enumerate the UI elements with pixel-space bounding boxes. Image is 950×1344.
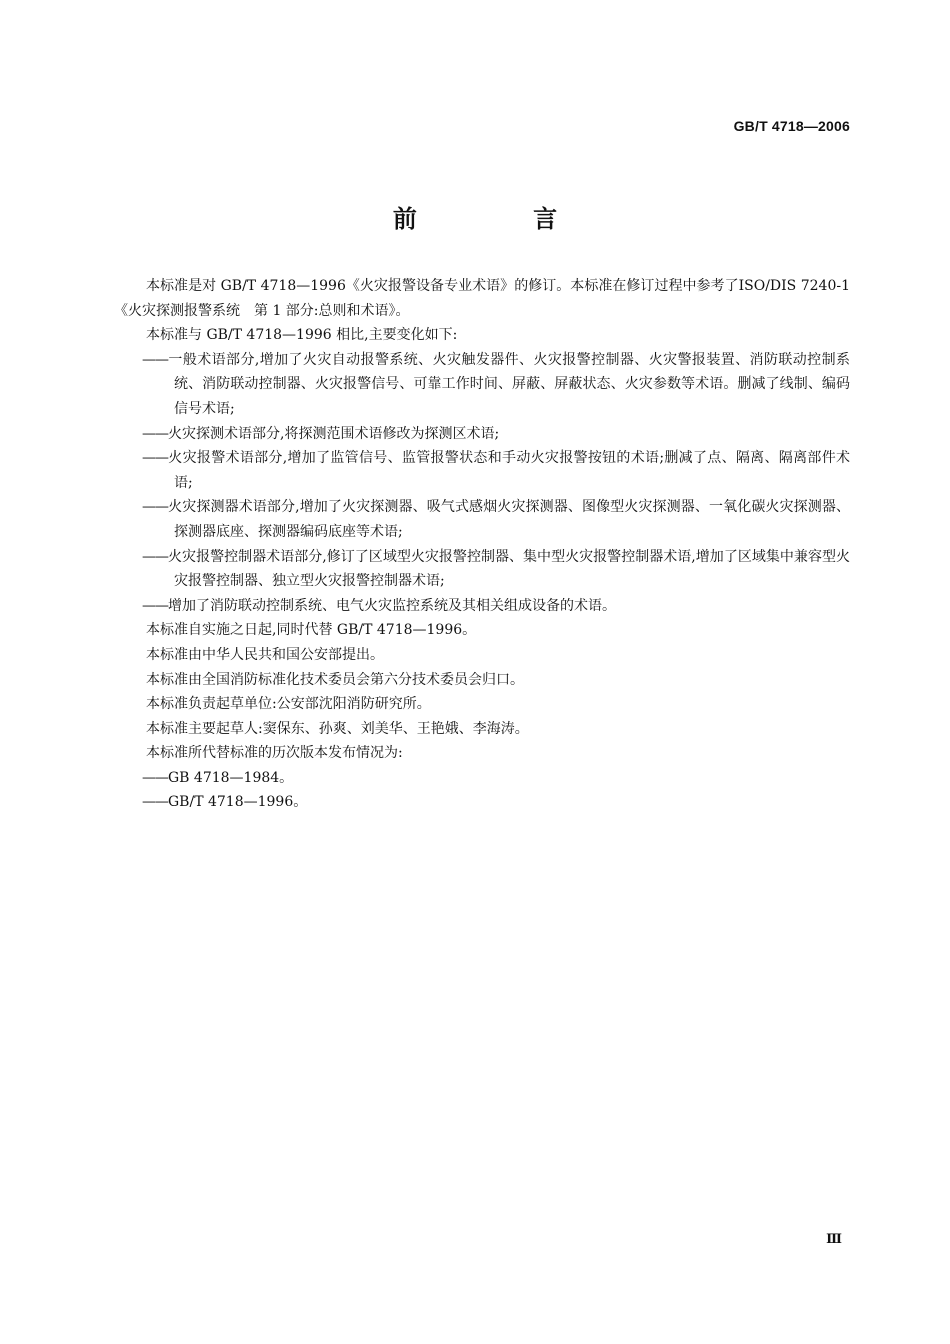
- history-item-text: GB/T 4718—1996。: [168, 794, 308, 811]
- dash-mark: ——: [142, 794, 168, 811]
- dash-mark: ——: [142, 499, 168, 516]
- statement-committee: 本标准由全国消防标准化技术委员会第六分技术委员会归口。: [146, 671, 524, 688]
- revision-paragraph: 本标准是对 GB/T 4718—1996《火灾报警设备专业术语》的修订。本标准在修订过程中参考了ISO/DIS 7240-1《火灾探测报警系统 第 1 部分:总则和术语》。: [114, 278, 850, 319]
- statement-proposer: 本标准由中华人民共和国公安部提出。: [146, 646, 384, 663]
- dash-mark: ——: [142, 450, 168, 467]
- change-item-text: 一般术语部分,增加了火灾自动报警系统、火灾触发器件、火灾报警控制器、火灾警报装置、消防联动控制系统、消防联动控制器、火灾报警信号、可靠工作时间、屏蔽、屏蔽状态、火灾参数等术语。删减了线制、编码信号术语;: [168, 351, 850, 417]
- dash-mark: ——: [142, 548, 168, 565]
- change-item-text: 火灾探测术语部分,将探测范围术语修改为探测区术语;: [168, 425, 500, 442]
- change-item-text: 火灾报警控制器术语部分,修订了区域型火灾报警控制器、集中型火灾报警控制器术语,增加了区域集中兼容型火灾报警控制器、独立型火灾报警控制器术语;: [168, 548, 850, 590]
- change-item: [114, 495, 850, 544]
- change-item: [114, 422, 850, 447]
- statement-replacement: 本标准自实施之日起,同时代替 GB/T 4718—1996。: [146, 622, 477, 639]
- history-item-text: GB 4718—1984。: [168, 769, 294, 786]
- dash-mark: ——: [142, 425, 168, 442]
- change-item-text: 增加了消防联动控制系统、电气火灾监控系统及其相关组成设备的术语。: [168, 597, 616, 614]
- dash-mark: ——: [142, 597, 168, 614]
- foreword-body: [114, 274, 850, 815]
- history-item: [114, 790, 850, 815]
- page-title: 前 言: [392, 205, 612, 233]
- standard-code: GB/T 4718—2006: [733, 118, 850, 134]
- statement-drafters: 本标准主要起草人:窦保东、孙爽、刘美华、王艳娥、李海涛。: [146, 720, 529, 737]
- change-item: [114, 348, 850, 422]
- change-item-text: 火灾报警术语部分,增加了监管信号、监管报警状态和手动火灾报警按钮的术语;删减了点、隔离、隔离部件术语;: [168, 450, 850, 491]
- change-item-text: 火灾探测器术语部分,增加了火灾探测器、吸气式感烟火灾探测器、图像型火灾探测器、一氧化碳火灾探测器、探测器底座、探测器编码底座等术语;: [168, 499, 850, 540]
- dash-mark: ——: [142, 769, 168, 786]
- dash-mark: ——: [142, 351, 168, 368]
- change-item: [114, 594, 850, 619]
- statement-drafting-unit: 本标准负责起草单位:公安部沈阳消防研究所。: [146, 696, 431, 713]
- history-item: [114, 766, 850, 791]
- change-item: [114, 545, 850, 594]
- statement-history-intro: 本标准所代替标准的历次版本发布情况为:: [146, 745, 403, 762]
- changes-intro-paragraph: 本标准与 GB/T 4718—1996 相比,主要变化如下:: [146, 327, 458, 344]
- page-number: Ⅲ: [826, 1232, 842, 1247]
- change-item: [114, 446, 850, 495]
